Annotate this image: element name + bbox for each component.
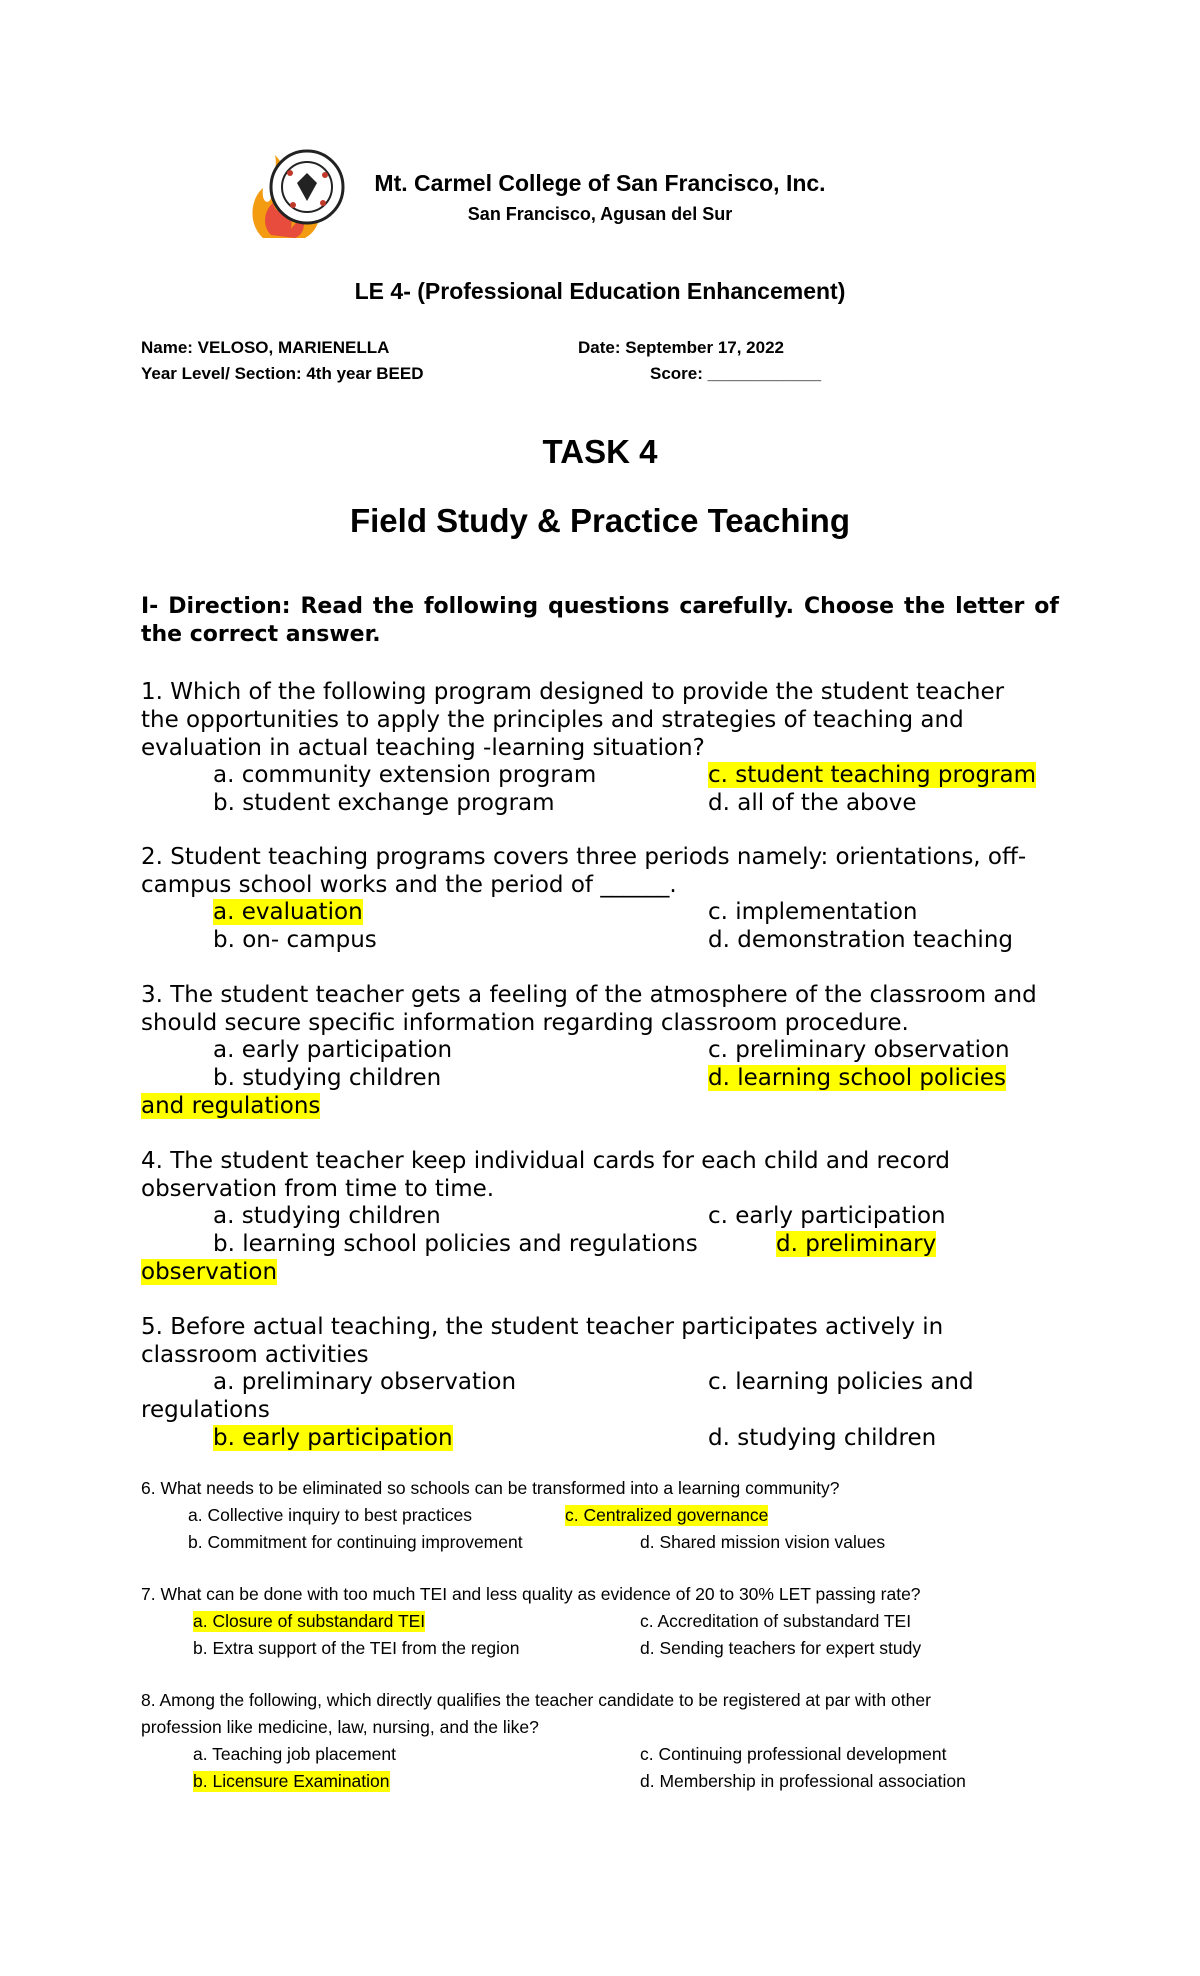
question-stem: 3. The student teacher gets a feeling of the atmosphere of the classroom and [141, 982, 1037, 1008]
q4-option-b: b. learning school policies and regulations [213, 1231, 698, 1257]
question-stem: 5. Before actual teaching, the student teacher participates actively in [141, 1314, 944, 1340]
question-stem: evaluation in actual teaching -learning situation? [141, 735, 705, 761]
q3-option-a: a. early participation [213, 1037, 453, 1063]
question-7-stem: 7. What can be done with too much TEI and less quality as evidence of 20 to 30% LET passing rate? [141, 1584, 921, 1604]
course-title: LE 4- (Professional Education Enhancement) [354, 278, 846, 304]
question-stem: 4. The student teacher keep individual cards for each child and record [141, 1148, 950, 1174]
school-location: San Francisco, Agusan del Sur [467, 204, 733, 224]
direction-text: I- Direction: Read the following questions carefully. Choose the letter of the correct answer. [141, 594, 1059, 647]
q1-option-a: a. community extension program [213, 762, 597, 788]
q7-option-d: d. Sending teachers for expert study [640, 1638, 922, 1658]
date: Date: September 17, 2022 [578, 338, 784, 357]
q4-option-d: d. preliminary [776, 1231, 937, 1257]
q7-option-a: a. Closure of substandard TEI [193, 1611, 426, 1631]
q2-option-d: d. demonstration teaching [708, 927, 1013, 953]
q1-option-c: c. student teaching program [708, 762, 1037, 788]
question-1 [141, 678, 1061, 762]
question-stem: campus school works and the period of ______. [141, 872, 677, 898]
score: Score: ____________ [650, 364, 822, 383]
question-8-stem-line-2: profession like medicine, law, nursing, and the like? [141, 1717, 539, 1737]
q6-option-d: d. Shared mission vision values [640, 1532, 886, 1552]
q2-option-c: c. implementation [708, 899, 918, 925]
question-3 [141, 981, 1061, 1037]
q3-option-d-continued: and regulations [141, 1093, 321, 1119]
q5-option-a: a. preliminary observation [213, 1369, 517, 1395]
q6-option-a: a. Collective inquiry to best practices [188, 1505, 473, 1525]
question-stem: 2. Student teaching programs covers three periods namely: orientations, off- [141, 844, 1027, 870]
q5-option-c: c. learning policies and [708, 1369, 974, 1395]
year-section: Year Level/ Section: 4th year BEED [141, 364, 424, 383]
q4-option-a: a. studying children [213, 1203, 441, 1229]
question-stem: classroom activities [141, 1342, 369, 1368]
question-2 [141, 843, 1061, 899]
q5-option-d: d. studying children [708, 1425, 937, 1451]
q8-option-a: a. Teaching job placement [193, 1744, 397, 1764]
q2-option-a: a. evaluation [213, 899, 363, 925]
q1-option-b: b. student exchange program [213, 790, 555, 816]
question-stem: the opportunities to apply the principles and strategies of teaching and [141, 707, 964, 733]
q8-option-b: b. Licensure Examination [193, 1771, 390, 1791]
q8-option-c: c. Continuing professional development [640, 1744, 947, 1764]
question-stem: 1. Which of the following program designed to provide the student teacher [141, 679, 1005, 705]
question-5 [141, 1313, 1061, 1369]
q7-option-c: c. Accreditation of substandard TEI [640, 1611, 912, 1631]
school-name: Mt. Carmel College of San Francisco, Inc. [374, 170, 826, 196]
student-name: Name: VELOSO, MARIENELLA [141, 338, 390, 357]
q3-option-d: d. learning school policies [708, 1065, 1007, 1091]
q2-option-b: b. on- campus [213, 927, 377, 953]
q7-option-b: b. Extra support of the TEI from the region [193, 1638, 520, 1658]
q3-option-c: c. preliminary observation [708, 1037, 1010, 1063]
q4-option-c: c. early participation [708, 1203, 946, 1229]
task-title: TASK 4 [542, 433, 658, 470]
q8-option-d: d. Membership in professional association [640, 1771, 966, 1791]
q5-option-b: b. early participation [213, 1425, 453, 1451]
subject-title: Field Study & Practice Teaching [349, 502, 850, 539]
question-stem: observation from time to time. [141, 1176, 495, 1202]
question-4 [141, 1147, 1061, 1203]
q4-option-d-continued: observation [141, 1259, 278, 1285]
question-6-stem: 6. What needs to be eliminated so schools can be transformed into a learning community? [141, 1478, 840, 1498]
q1-option-d: d. all of the above [708, 790, 917, 816]
q6-option-b: b. Commitment for continuing improvement [188, 1532, 523, 1552]
q6-option-c: c. Centralized governance [565, 1505, 769, 1525]
question-8-stem-line-1: 8. Among the following, which directly qualifies the teacher candidate to be registered at par with other [141, 1690, 931, 1710]
question-stem: should secure specific information regarding classroom procedure. [141, 1010, 909, 1036]
q5-option-c-continued: regulations [141, 1397, 270, 1423]
q3-option-b: b. studying children [213, 1065, 442, 1091]
